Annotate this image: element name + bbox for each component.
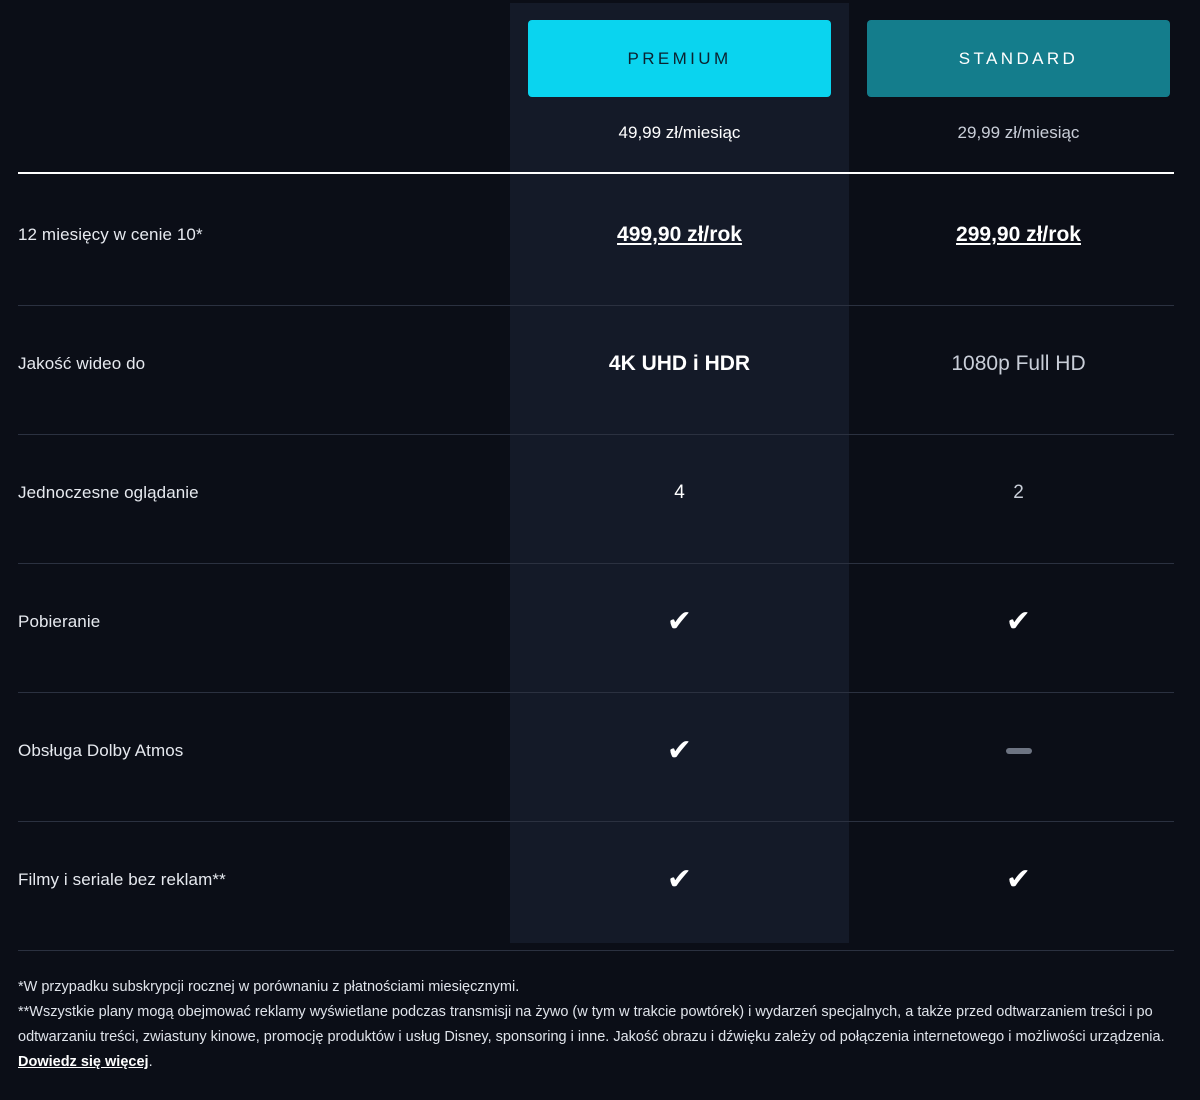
yearly-price-standard-value[interactable]: 299,90 zł/rok [956,222,1081,246]
cell-streams-standard [849,482,1188,504]
check-icon: ✔ [666,862,693,896]
row-label-no-ads: Filmy i seriale bez reklam** [18,869,226,889]
cell-dolby-standard [849,748,1188,754]
cell-no-ads-premium [510,862,849,896]
cell-video-quality-premium [510,352,849,376]
footnote-ads [18,1000,1168,1075]
plan-header-premium [510,20,849,143]
dash-icon [1006,748,1032,754]
check-icon: ✔ [666,604,693,638]
cell-no-ads-standard [849,862,1188,896]
plan-badge-premium-label: PREMIUM [627,48,732,68]
row-divider-6 [18,950,1174,951]
plan-header-standard [849,20,1188,143]
check-icon: ✔ [1005,604,1032,638]
row-label-simultaneous-streams: Jednoczesne oglądanie [18,482,199,502]
cell-video-quality-standard [849,352,1188,376]
table-row-dolby-atmos [0,686,1200,815]
check-icon: ✔ [666,733,693,767]
table-row-simultaneous-streams [0,428,1200,557]
plan-badge-standard-label: STANDARD [958,48,1079,68]
cell-yearly-price-standard [849,223,1188,247]
plan-monthly-price-standard: 29,99 zł/miesiąc [957,123,1080,142]
cell-yearly-price-premium [510,223,849,247]
table-row-no-ads [0,815,1200,944]
streams-premium-value: 4 [674,481,685,503]
video-quality-premium-value: 4K UHD i HDR [608,351,751,375]
footnote-annual: *W przypadku subskrypcji rocznej w porównaniu z płatnościami miesięcznymi. [18,979,520,995]
cell-streams-premium [510,482,849,504]
streams-standard-value: 2 [1013,481,1024,503]
cell-dolby-premium [510,733,849,767]
learn-more-link[interactable]: Dowiedz się więcej [18,1054,149,1070]
cell-downloads-premium [510,604,849,638]
video-quality-standard-value: 1080p Full HD [951,351,1086,375]
row-label-downloads: Pobieranie [18,611,101,631]
yearly-price-premium-value[interactable]: 499,90 zł/rok [617,222,742,246]
check-icon: ✔ [1005,862,1032,896]
footnote-ads-text: **Wszystkie plany mogą obejmować reklamy wyświetlane podczas transmisji na żywo (w tym w trakcie powtórek) i wydarzeń specjalnych, a także przed odtwarzaniem treści i po odtwarzaniu treści, zwiastuny kinowe, promocję produktów i usług Disney, sponsoring i inne. Jakość obrazu i dźwięku zależy od połączenia internetowego i możliwości urządzenia. [18,1004,1165,1045]
cell-downloads-standard [849,604,1188,638]
table-row-downloads [0,557,1200,686]
plan-monthly-price-premium: 49,99 zł/miesiąc [618,123,741,142]
plan-badge-premium[interactable] [528,20,831,97]
table-row-yearly-price [0,170,1200,299]
footnote-ads-period: . [148,1054,153,1070]
row-label-yearly-price: 12 miesięcy w cenie 10* [18,224,203,244]
table-row-video-quality [0,299,1200,428]
footnotes [18,975,1168,1075]
row-label-video-quality: Jakość wideo do [18,353,146,373]
table-header-row [0,0,1200,170]
row-label-dolby-atmos: Obsługa Dolby Atmos [18,740,184,760]
plan-badge-standard[interactable] [867,20,1170,97]
